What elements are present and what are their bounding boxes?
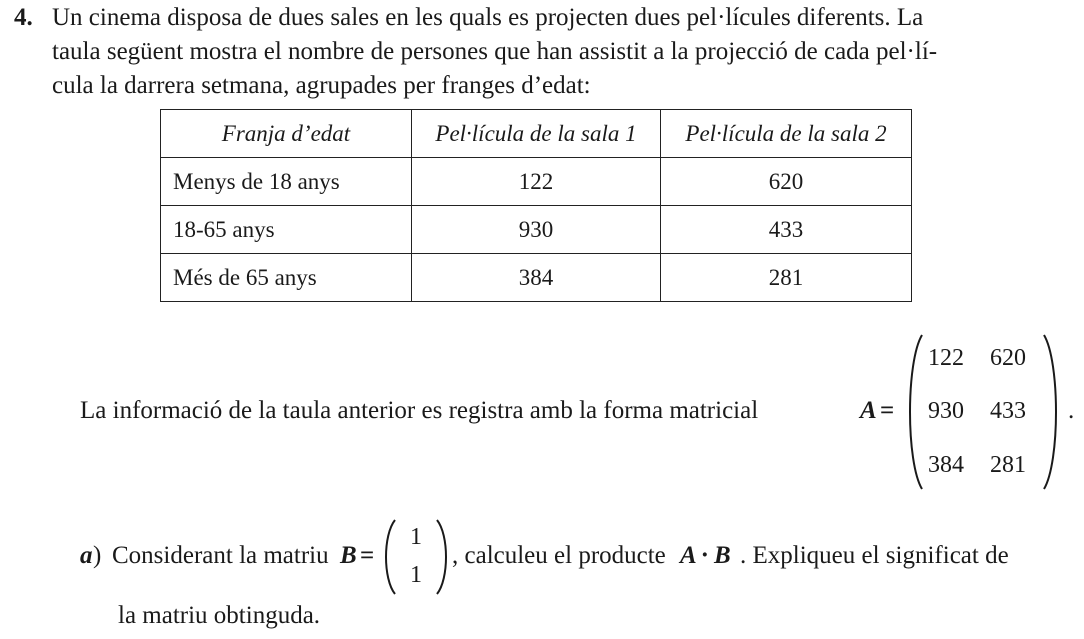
- table-cell: Menys de 18 anys: [161, 158, 412, 206]
- matrix-a-cell: 281: [990, 452, 1026, 478]
- table-cell: Més de 65 anys: [161, 254, 412, 302]
- table-cell: 433: [661, 206, 912, 254]
- matrix-a-cell: 930: [928, 398, 964, 424]
- matrix-a-period: .: [1068, 397, 1075, 424]
- table-row: [161, 254, 912, 302]
- matrix-a-cell: 433: [990, 398, 1026, 424]
- matrix-a-equals: =: [880, 397, 895, 424]
- attendance-table: [160, 109, 912, 302]
- part-a-text-before: Considerant la matriu: [112, 542, 329, 569]
- matrix-a-cell: 122: [928, 345, 964, 371]
- problem-number: 4.: [14, 4, 33, 31]
- part-a-paren: ): [93, 542, 102, 569]
- table-header: Pel·lícula de la sala 1: [412, 110, 661, 158]
- left-paren-icon: [378, 517, 400, 597]
- part-a-label: a: [80, 542, 93, 569]
- matrix-b-label: B: [340, 542, 357, 569]
- table-header: Pel·lícula de la sala 2: [661, 110, 912, 158]
- matrix-a-cell: 620: [990, 345, 1026, 371]
- table-cell: 281: [661, 254, 912, 302]
- intro-line-2: taula següent mostra el nombre de persones que han assistit a la projecció de cada pel·lí-: [52, 38, 938, 65]
- left-paren-icon: [900, 332, 928, 492]
- table-cell: 384: [412, 254, 661, 302]
- intro-line-1: Un cinema disposa de dues sales en les quals es projecten dues pel·lícules diferents. La: [52, 4, 924, 31]
- matrix-a-label: A: [860, 397, 877, 424]
- intro-line-3: cula la darrera setmana, agrupades per franges d’edat:: [52, 72, 591, 99]
- matrix-sentence: La informació de la taula anterior es registra amb la forma matricial: [80, 397, 759, 424]
- matrix-b-cell: 1: [410, 562, 422, 588]
- table-row: [161, 206, 912, 254]
- right-paren-icon: [1038, 332, 1066, 492]
- table-cell: 930: [412, 206, 661, 254]
- part-a-line2: la matriu obtinguda.: [118, 602, 321, 629]
- table-cell: 620: [661, 158, 912, 206]
- part-a-text-after: , calculeu el producte: [452, 542, 666, 569]
- matrix-a-cell: 384: [928, 452, 964, 478]
- table-cell: 122: [412, 158, 661, 206]
- table-header-row: [161, 110, 912, 158]
- matrix-b-cell: 1: [410, 524, 422, 550]
- table-header: Franja d’edat: [161, 110, 412, 158]
- matrix-b-equals: =: [360, 542, 375, 569]
- right-paren-icon: [432, 517, 454, 597]
- product-expression: A · B: [680, 542, 731, 569]
- table-row: [161, 158, 912, 206]
- table-cell: 18-65 anys: [161, 206, 412, 254]
- part-a-text-after2: . Expliqueu el significat de: [740, 542, 1009, 569]
